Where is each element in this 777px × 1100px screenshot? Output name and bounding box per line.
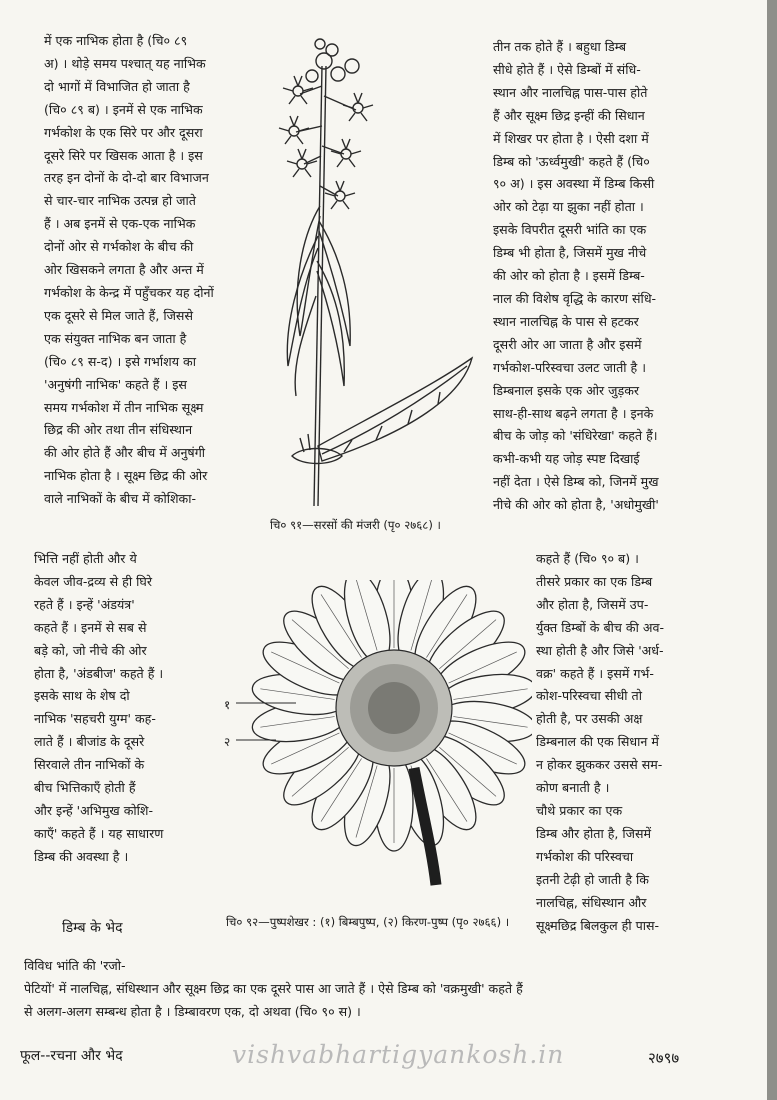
text-line: गर्भकोश के केन्द्र में पहुँचकर यह दोनों [44,284,214,300]
text-line: स्था होती है और जिसे 'अर्ध- [536,642,664,658]
text-line: नाभिक होता है । सूक्ष्म छिद्र की ओर [44,468,208,484]
website-watermark: vishvabhartigyankosh.in [232,1040,565,1069]
text-line: गर्भकोश-परिस्वचा उलट जाती है । [493,359,647,375]
text-line: नहीं देता । ऐसे डिम्ब को, जिनमें मुख [493,474,659,490]
page-number: २७९७ [648,1049,680,1067]
section-heading: डिम्ब के भेद [62,920,123,936]
figure-label-2: २ [224,735,231,749]
text-line: नीचे की ओर को होता है, 'अधोमुखी' [493,497,659,513]
text-line: होती है, पर उसकी अक्ष [536,711,643,727]
text-line: डिम्बनाल की एक सिधान में [536,734,659,750]
text-line: एक दूसरे से मिल जाते हैं, जिससे [44,307,193,323]
text-line: न होकर झुककर उससे सम- [536,757,663,773]
text-line: डिम्ब को 'ऊर्ध्वमुखी' कहते हैं (चि० [493,153,650,169]
text-line: समय गर्भकोश में तीन नाभिक सूक्ष्म [44,399,204,415]
text-line: नालचिह्न, संधिस्थान और [536,894,647,910]
text-line: ९० अ) । इस अवस्था में डिम्ब किसी [493,176,655,192]
text-line: हैं और सूक्ष्म छिद्र इन्हीं की सिधान [493,107,645,123]
text-line: काएँ' कहते हैं । यह साधारण [34,825,164,841]
text-line: गर्भकोश के एक सिरे पर और दूसरा [44,124,203,140]
text-line: बड़े को, जो नीचे की ओर [34,642,147,658]
text-line: की ओर को होता है । इसमें डिम्ब- [493,268,645,284]
text-line: में एक नाभिक होता है (चि० ८९ [44,33,188,48]
text-line: नाभिक 'सहचरी युग्म' कह- [34,711,156,727]
right-column-text [493,36,705,517]
text-line: से चार-चार नाभिक उत्पन्न हो जाते [44,193,196,209]
text-line: होता है, 'अंडबीज' कहते हैं । [34,665,164,681]
text-line: हैं । अब इनमें से एक-एक नाभिक [44,216,196,232]
left-column-text [44,30,244,511]
text-line: दूसरे सिरे पर खिसक आता है । इस [44,147,203,163]
text-line: की ओर होते हैं और बीच में अनुषंगी [44,445,206,461]
text-line: और इन्हें 'अभिमुख कोशि- [34,802,154,818]
text-line: और होता है, जिसमें उप- [536,596,649,612]
text-line: विविध भांति की 'रजो- [24,958,126,973]
mustard-inflorescence-figure [262,36,492,511]
text-line: दो भागों में विभाजित हो जाता है [44,78,190,94]
text-line: ओर को टेढ़ा या झुका नहीं होता । [493,199,644,215]
text-line: अ) । थोड़े समय पश्चात् यह नाभिक [44,55,206,71]
page-edge-shadow [767,0,777,1100]
text-line: इसके साथ के शेष दो [34,688,130,704]
text-line: छिद्र की ओर तथा तीन संधिस्थान [44,422,193,438]
text-line: कोण बनाती है । [536,780,610,796]
text-line: डिम्बनाल इसके एक ओर जुड़कर [493,382,640,398]
figure-91-caption: चि० ९१—सरसों की मंजरी (पृ० २७६८) । [270,518,441,532]
text-line: साथ-ही-साथ बढ़ने लगता है । इनके [493,405,654,421]
bottom-paragraph [24,954,704,1023]
text-line: नाल की विशेष वृद्धि के कारण संधि- [493,290,657,306]
text-line: तीन तक होते हैं । बहुधा डिम्ब [493,39,627,54]
text-line: वक्र' कहते हैं । इसमें गर्भ- [536,665,654,681]
text-line: लाते हैं । बीजांड के दूसरे [34,734,145,750]
text-line: भित्ति नहीं होती और ये [34,551,137,566]
text-line: गर्भकोश की परिस्वचा [536,848,634,864]
figure-92-caption: चि० ९२—पुष्पशेखर : (१) बिम्बपुष्प, (२) किरण-पुष्प (पृ० २७६६) । [226,915,510,929]
text-line: तरह इन दोनों के दो-दो बार विभाजन [44,170,209,186]
text-line: से अलग-अलग सम्बन्ध होता है । डिम्बावरण एक, दो अथवा (चि० ९० स) । [24,1004,361,1019]
text-line: दूसरी ओर आ जाता है और इसमें [493,336,642,352]
text-line: एक संयुक्त नाभिक बन जाता है [44,330,187,346]
text-line: स्थान और नालचिह्न पास-पास होते [493,84,648,100]
text-line: र्युक्त डिम्बों के बीच की अव- [536,619,665,635]
text-line: कहते हैं । इनमें से सब से [34,619,147,635]
text-line: दोनों ओर से गर्भकोश के बीच की [44,239,194,255]
text-line: तीसरे प्रकार का एक डिम्ब [536,573,653,589]
text-line: चौथे प्रकार का एक [536,802,623,818]
text-line: पेटियों' में नालचिह्न, संधिस्थान और सूक्ष्म छिद्र का एक दूसरे पास आ जाते हैं । ऐसे डिम्ब को 'वक्रमुखी' कहते हैं [24,981,523,996]
text-line: में शिखर पर होता है । ऐसी दशा में [493,130,649,146]
text-line: कभी-कभी यह जोड़ स्पष्ट दिखाई [493,451,640,467]
text-line: (चि० ८९ ब) । इनमें से एक नाभिक [44,101,203,117]
text-line: बीच भित्तिकाएँ होती हैं [34,780,136,796]
text-line: इतनी टेढ़ी हो जाती है कि [536,871,649,887]
figure-label-1: १ [224,698,231,712]
text-line: स्थान नालचिह्न के पास से हटकर [493,313,639,329]
text-line: बीच के जोड़ को 'संधिरेखा' कहते हैं। [493,428,658,444]
text-line: इसके विपरीत दूसरी भांति का एक [493,222,647,238]
text-line: (चि० ८९ स-द) । इसे गर्भाशय का [44,353,196,369]
text-line: डिम्ब की अवस्था है । [34,848,129,864]
text-line: ओर खिसकने लगता है और अन्त में [44,262,204,278]
left-column-lower-text [34,548,194,869]
text-line: वाले नाभिकों के बीच में कोशिका- [44,491,197,507]
text-line: केवल जीव-द्रव्य से ही घिरे [34,573,152,589]
text-line: डिम्ब भी होता है, जिसमें मुख नीचे [493,245,647,261]
text-line: रहते हैं । इन्हें 'अंडयंत्र' [34,596,135,612]
text-line: 'अनुषंगी नाभिक' कहते हैं । इस [44,376,187,392]
right-column-lower-text [536,548,706,937]
text-line: सीधे होते हैं । ऐसे डिम्बों में संधि- [493,61,641,77]
footer-running-title: फूल--रचना और भेद [20,1048,123,1064]
text-line: कहते हैं (चि० ९० ब) । [536,551,639,566]
text-line: सिरवाले तीन नाभिकों के [34,757,145,773]
text-line: कोश-परिस्वचा सीधी तो [536,688,642,704]
capitulum-flower-figure [236,580,532,890]
text-line: सूक्ष्मछिद्र बिलकुल ही पास- [536,917,660,933]
text-line: डिम्ब और होता है, जिसमें [536,825,652,841]
